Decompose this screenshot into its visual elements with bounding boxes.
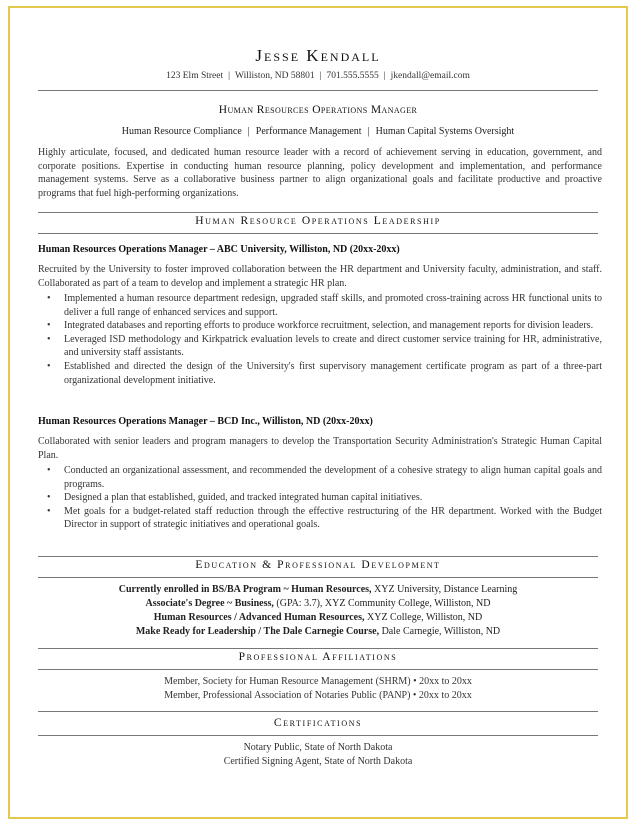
bullet-icon: • xyxy=(47,320,51,332)
section-divider xyxy=(38,212,598,213)
list-item xyxy=(38,333,602,360)
contact-separator: | xyxy=(228,71,231,81)
education-institution: Dale Carnegie, Williston, ND xyxy=(379,626,501,637)
education-line xyxy=(10,626,626,637)
specialty: Human Capital Systems Oversight xyxy=(375,126,515,137)
contact-phone: 701.555.5555 xyxy=(326,71,379,81)
education-line xyxy=(10,584,626,595)
bullet-text: Established and directed the design of the University's first supervisory management certificate program as part of a three-part organizational development initiative. xyxy=(64,360,602,386)
list-item xyxy=(38,292,602,319)
bullet-text: Designed a plan that established, guided, and tracked integrated human capital initiatives. xyxy=(64,492,423,504)
contact-separator: | xyxy=(383,71,386,81)
section-divider xyxy=(38,233,598,234)
bullet-text: Integrated databases and reporting efforts to produce workforce recruitment, selection, and management reports for division leaders. xyxy=(64,320,594,332)
education-program: Associate's Degree ~ Business, xyxy=(145,598,274,609)
section-heading-affiliations: Professional Affiliations xyxy=(238,651,398,663)
education-institution: XYZ College, Williston, ND xyxy=(364,612,483,623)
header-divider xyxy=(38,90,598,91)
list-item xyxy=(38,464,602,491)
candidate-name: Jesse Kendall xyxy=(255,46,381,65)
specialty-separator: | xyxy=(247,126,250,137)
contact-line xyxy=(10,71,626,81)
section-divider xyxy=(38,556,598,557)
education-institution: (GPA: 3.7), XYZ Community College, Williston, ND xyxy=(273,598,491,609)
education-line xyxy=(10,598,626,609)
specialties-line xyxy=(10,126,626,137)
bullet-icon: • xyxy=(47,333,51,345)
section-divider xyxy=(38,735,598,736)
list-item xyxy=(38,491,602,505)
job-heading: Human Resources Operations Manager – ABC University, Williston, ND (20xx-20xx) xyxy=(38,244,400,255)
job-bullets xyxy=(38,464,602,532)
education-institution: XYZ University, Distance Learning xyxy=(371,584,518,595)
bullet-icon: • xyxy=(47,505,51,517)
specialty-separator: | xyxy=(367,126,370,137)
section-divider xyxy=(38,711,598,712)
bullet-text: Met goals for a budget-related staff reduction through the effective restructuring of the HR department. Worked with the Budget Director in support of strategic initiatives and operational goals. xyxy=(64,505,602,531)
list-item xyxy=(38,360,602,387)
education-program: Make Ready for Leadership / The Dale Carnegie Course, xyxy=(135,626,380,637)
section-divider xyxy=(38,577,598,578)
certification-line: Notary Public, State of North Dakota xyxy=(243,742,393,753)
specialty: Performance Management xyxy=(255,126,362,137)
bullet-text: Implemented a human resource department redesign, upgraded staff skills, and promoted cross-training across HR functional units to deliver a full range of enhanced services and support. xyxy=(64,293,602,318)
job-bullets xyxy=(38,292,602,387)
contact-city: Williston, ND 58801 xyxy=(235,71,315,81)
job-heading: Human Resources Operations Manager – BCD Inc., Williston, ND (20xx-20xx) xyxy=(38,416,373,427)
contact-email: jkendall@email.com xyxy=(390,71,470,81)
section-heading-certifications: Certifications xyxy=(273,717,363,729)
affiliation-line: Member, Society for Human Resource Management (SHRM) • 20xx to 20xx xyxy=(164,676,472,687)
affiliation-line: Member, Professional Association of Notaries Public (PANP) • 20xx to 20xx xyxy=(164,690,472,701)
bullet-icon: • xyxy=(47,492,51,504)
list-item xyxy=(38,505,602,532)
job-description: Recruited by the University to foster improved collaboration between the HR department and University faculty, administration, and staff. Collaborated as part of a team to develop and implement a strategic HR plan. xyxy=(38,264,602,289)
job-title: Human Resources Operations Manager xyxy=(218,104,418,116)
resume-page xyxy=(8,6,628,819)
education-line xyxy=(10,612,626,623)
bullet-text: Conducted an organizational assessment, and recommended the development of a cohesive strategy to align human capital goals and programs. xyxy=(64,465,602,490)
education-program: Currently enrolled in BS/BA Program ~ Human Resources, xyxy=(118,584,372,595)
specialty: Human Resource Compliance xyxy=(121,126,242,137)
section-heading-leadership: Human Resource Operations Leadership xyxy=(195,215,441,227)
list-item xyxy=(38,319,602,333)
contact-address: 123 Elm Street xyxy=(166,71,224,81)
education-program: Human Resources / Advanced Human Resources, xyxy=(153,612,365,623)
bullet-icon: • xyxy=(47,360,51,372)
summary-paragraph: Highly articulate, focused, and dedicated human resource leader with a record of achievement serving in education, government, and corporate positions. Expertise in conducting human resource planning, policy development and implementation, and performance management systems. Serve as a collaborative business partner to align organizational goals and facilitate productive and proactive programs that fuel high-performing organizations. xyxy=(38,147,602,199)
job-description: Collaborated with senior leaders and program managers to develop the Transportation Security Administration's Strategic Human Capital Plan. xyxy=(38,436,602,461)
bullet-icon: • xyxy=(47,293,51,304)
bullet-text: Leveraged ISD methodology and Kirkpatrick evaluation levels to create and direct customer service training for HR, administrative, and university staff assistants. xyxy=(64,333,602,359)
contact-separator: | xyxy=(319,71,322,81)
section-divider xyxy=(38,669,598,670)
section-heading-education: Education & Professional Development xyxy=(195,559,441,571)
section-divider xyxy=(38,648,598,649)
certification-line: Certified Signing Agent, State of North Dakota xyxy=(223,756,413,767)
bullet-icon: • xyxy=(47,465,51,476)
